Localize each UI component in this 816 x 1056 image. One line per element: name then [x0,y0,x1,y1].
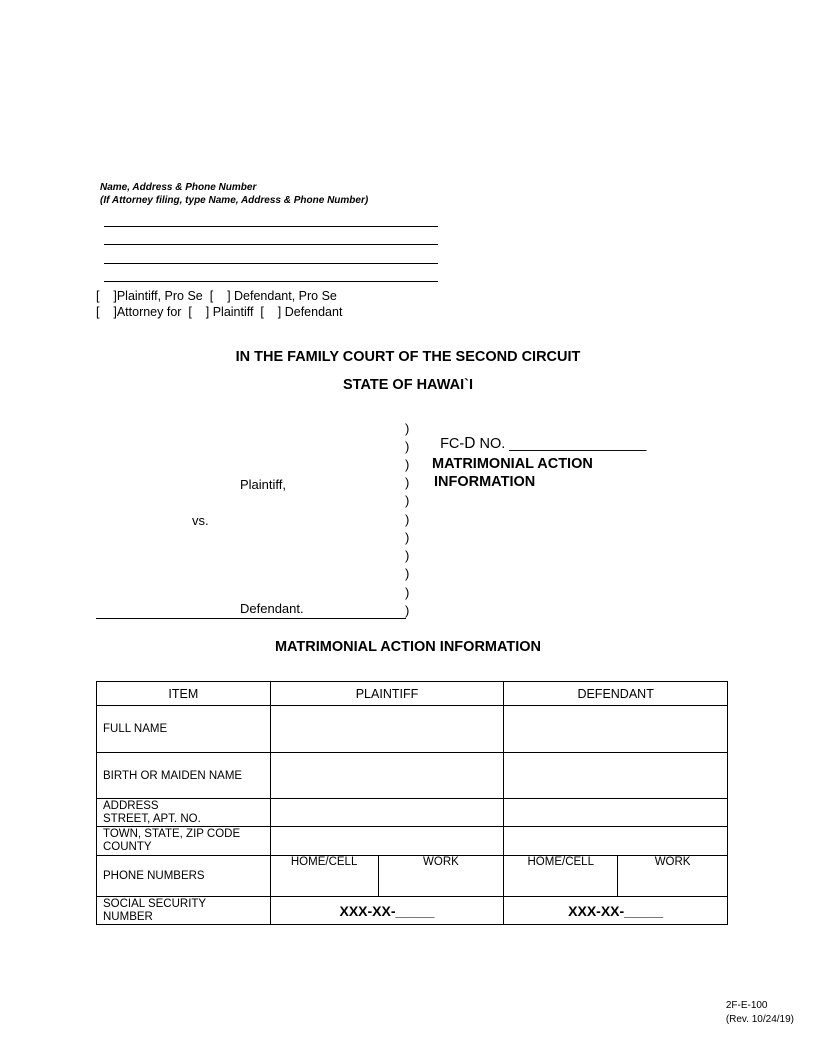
row-label-address [97,799,271,827]
filer-info-label-line1: Name, Address & Phone Number [100,182,257,193]
party-checkbox-line-2[interactable]: [ ]Attorney for [ ] Plaintiff [ ] Defendant [96,305,343,319]
matrimonial-info-table [96,681,728,925]
filer-line-3[interactable] [104,263,438,264]
plaintiff-full-name-cell[interactable] [270,706,504,753]
header-item: ITEM [97,682,271,706]
caption-paren: ) [405,421,410,436]
row-label-address-line2: STREET, APT. NO. [103,812,201,825]
table-row-full-name [97,706,728,753]
row-label-ssn-line2: NUMBER [103,910,153,923]
vs-label: vs. [192,513,209,528]
row-label-ssn-line1: SOCIAL SECURITY [103,897,207,910]
row-label-town [97,827,271,856]
case-number-suffix: NO. _________________ [475,436,647,452]
table-header-row [97,682,728,706]
caption-paren: ) [405,585,410,600]
defendant-work-phone-cell[interactable]: WORK [618,856,728,897]
table-row-town [97,827,728,856]
caption-paren: ) [405,548,410,563]
document-title-line1: MATRIMONIAL ACTION [432,456,593,472]
caption-paren: ) [405,475,410,490]
caption-paren: ) [405,530,410,545]
filer-line-4[interactable] [104,281,438,282]
defendant-full-name-cell[interactable] [504,706,728,753]
defendant-label: Defendant. [240,601,304,616]
table-row-phone [97,856,728,897]
table-row-ssn [97,897,728,925]
defendant-ssn-cell[interactable]: XXX-XX-_____ [504,897,728,925]
caption-paren: ) [405,493,410,508]
defendant-address-cell[interactable] [504,799,728,827]
header-plaintiff: PLAINTIFF [270,682,504,706]
caption-paren: ) [405,439,410,454]
plaintiff-town-cell[interactable] [270,827,504,856]
plaintiff-birth-name-cell[interactable] [270,753,504,799]
caption-paren: ) [405,566,410,581]
plaintiff-label: Plaintiff, [240,477,287,492]
table-row-birth-name [97,753,728,799]
form-id: 2F-E-100 [725,1000,768,1011]
document-title-line2: INFORMATION [434,474,536,490]
filer-line-2[interactable] [104,244,438,245]
defendant-home-phone-cell[interactable]: HOME/CELL [504,856,618,897]
defendant-birth-name-cell[interactable] [504,753,728,799]
court-state: STATE OF HAWAI`I [343,377,473,393]
defendant-town-cell[interactable] [504,827,728,856]
party-checkbox-line-1[interactable]: [ ]Plaintiff, Pro Se [ ] Defendant, Pro Se [96,289,337,303]
case-number-prefix: FC- [440,436,465,452]
row-label-town-line1: TOWN, STATE, ZIP CODE [103,828,241,840]
caption-paren: ) [405,457,410,472]
plaintiff-work-phone-cell[interactable]: WORK [378,856,504,897]
row-label-full-name: FULL NAME [97,706,271,753]
filer-info-label [100,181,368,207]
plaintiff-home-phone-cell[interactable]: HOME/CELL [270,856,378,897]
case-number-field[interactable] [432,419,646,453]
plaintiff-ssn-cell[interactable]: XXX-XX-_____ [270,897,504,925]
form-revision: (Rev. 10/24/19) [725,1014,794,1025]
filer-line-1[interactable] [104,226,438,227]
row-label-phone: PHONE NUMBERS [97,856,271,897]
row-label-birth-name: BIRTH OR MAIDEN NAME [97,753,271,799]
filer-info-label-line2: (If Attorney filing, type Name, Address & Phone Number) [100,195,369,206]
caption-paren: ) [405,512,410,527]
form-footer [726,999,794,1027]
caption-underline [96,618,406,619]
row-label-town-line2: COUNTY [103,841,152,853]
section-title: MATRIMONIAL ACTION INFORMATION [274,639,542,655]
header-defendant: DEFENDANT [504,682,728,706]
plaintiff-address-cell[interactable] [270,799,504,827]
row-label-ssn [97,897,271,925]
court-title: IN THE FAMILY COURT OF THE SECOND CIRCUIT [235,349,581,365]
caption-paren: ) [405,603,410,618]
case-number-d: D [464,435,476,452]
row-label-address-line1: ADDRESS [103,799,159,812]
table-row-address [97,799,728,827]
